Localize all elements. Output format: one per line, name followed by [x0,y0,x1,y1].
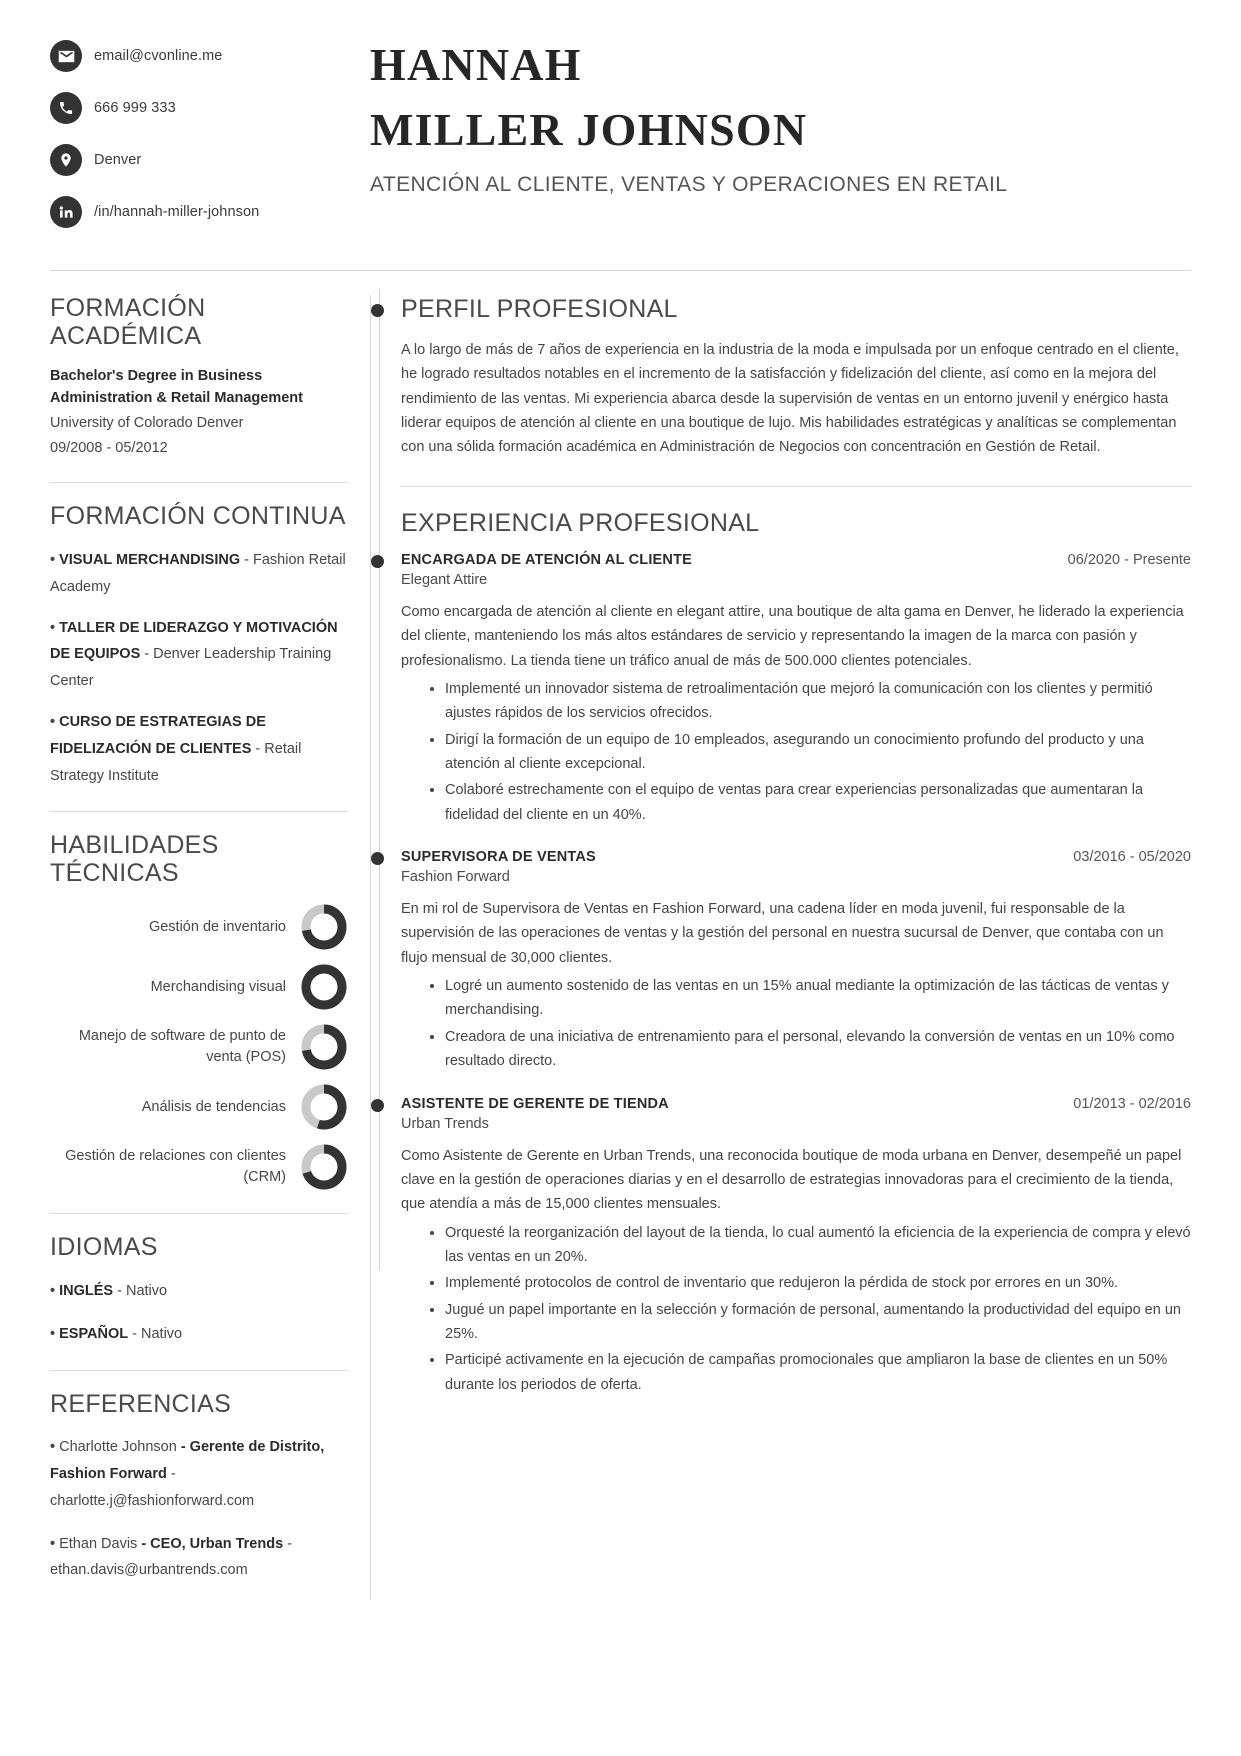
list-item [50,547,348,601]
bullet-dot: • [50,1439,60,1456]
experience-bullet: • Orquesté la reorganización del layout de la tienda, lo cual aumentó la eficiencia de la experiencia de compra y elevó las ventas en un 20%. [445,1221,1191,1270]
experience-role: SUPERVISORA DE VENTAS [401,849,596,866]
experience-role: ASISTENTE DE GERENTE DE TIENDA [401,1095,669,1112]
linkedin-icon [50,196,82,228]
list-item [50,1531,348,1585]
resume-header [0,0,1241,248]
skill-label: Gestión de inventario [148,918,286,935]
references-title: REFERENCIAS [50,1389,232,1418]
reference-email: - charlotte.j@fashionforward.com [50,1465,255,1509]
profile-text: A lo largo de más de 7 años de experiencia en la industria de la moda e impulsada por un enfoque centrado en el cliente, he logrado resultados notables en el incremento de la satisfacción y fidelización del cliente, así como en la mejora del rendimiento de las ventas. Mi experiencia abarca desde la supervisión de ventas en un entorno juvenil y enérgico hasta liderar equipos de atención al cliente en una boutique de lujo. Mis habilidades estratégicas y analíticas se complementan con una sólida formación académica en Administración de Negocios con concentración en Gestión de Retail. [401,342,1179,456]
education-school: University of Colorado Denver [50,414,244,431]
experience-role: ENCARGADA DE ATENCIÓN AL CLIENTE [401,551,693,568]
contact-item-location[interactable] [50,144,360,176]
skill-label: Análisis de tendencias [141,1098,286,1115]
profile-title [401,295,1191,324]
sidebar-divider-2 [50,811,348,812]
section-education [50,295,348,460]
last-name: MILLER JOHNSON [370,104,808,156]
contact-item-linkedin[interactable] [50,196,360,228]
skill-item [50,963,348,1011]
timeline-line [379,289,380,1270]
experience-company: Fashion Forward [401,869,510,886]
timeline-dot-icon [371,1099,384,1112]
skill-progress-ring [300,903,348,951]
skill-item [50,1023,348,1071]
reference-role: - CEO, Urban Trends [141,1535,284,1552]
experience-dates: 03/2016 - 05/2020 [1073,849,1191,866]
experience-bullet: • Jugué un papel importante en la selección y formación de personal, aumentando la productividad del equipo en un 25%. [445,1298,1191,1347]
headline-title: ATENCIÓN AL CLIENTE, VENTAS Y OPERACIONES EN RETAIL [370,172,1008,196]
profile-title-text: PERFIL PROFESIONAL [401,295,678,323]
skill-label: Gestión de relaciones con clientes (CRM) [65,1147,286,1186]
education-dates: 09/2008 - 05/2012 [50,439,168,456]
sidebar [50,271,370,1600]
contact-value-phone: 666 999 333 [94,100,176,116]
body-columns [0,271,1241,1600]
skill-label: Merchandising visual [150,978,286,995]
experience-bullet-list [401,677,1191,827]
list-item [50,615,348,695]
reference-name: Ethan Davis [59,1535,142,1552]
experience-list [401,552,1191,1397]
location-pin-icon [50,144,82,176]
first-name: HANNAH [370,39,582,90]
experience-bullet-list [401,974,1191,1073]
experience-dates: 01/2013 - 02/2016 [1073,1095,1191,1112]
skill-label: Manejo de software de punto de venta (POS) [78,1027,286,1066]
contact-value-linkedin: /in/hannah-miller-johnson [94,204,260,220]
experience-bullet: • Colaboré estrechamente con el equipo de ventas para crear experiencias personalizadas que aumentaran la fidelidad del cliente en un 40%. [445,778,1191,827]
bullet-dot: • [50,714,60,731]
language-name: INGLÉS [59,1282,114,1299]
course-name: VISUAL MERCHANDISING [59,551,241,568]
phone-icon [50,92,82,124]
contact-item-phone[interactable] [50,92,360,124]
experience-bullet-list [401,1221,1191,1398]
skill-item [50,1083,348,1131]
list-item [50,1278,348,1305]
skills-title: HABILIDADES TÉCNICAS [50,831,219,887]
experience-dates: 06/2020 - Presente [1067,551,1191,568]
skill-progress-ring [300,963,348,1011]
experience-title: EXPERIENCIA PROFESIONAL [401,508,760,537]
experience-bullet: • Dirigí la formación de un equipo de 10 empleados, asegurando un conocimiento profundo del producto y una atención al cliente excepcional. [445,728,1191,777]
experience-header [401,1096,1191,1112]
contact-item-email[interactable] [50,40,360,72]
list-item [50,709,348,789]
main-divider-1 [401,486,1191,487]
main-content [371,271,1191,1600]
course-name: TALLER DE LIDERAZGO Y MOTIVACIÓN DE EQUIPOS [50,619,338,663]
experience-header [401,849,1191,865]
skill-item [50,1143,348,1191]
skill-progress-ring [300,1023,348,1071]
sidebar-divider-3 [50,1213,348,1214]
experience-bullet: • Logré un aumento sostenido de las ventas en un 15% anual mediante la optimización de las tácticas de ventas y merchandising. [445,974,1191,1023]
envelope-icon [50,40,82,72]
section-continuing-education [50,503,348,789]
reference-name: Charlotte Johnson [59,1439,181,1456]
experience-bullet: • Participé activamente en la ejecución de campañas promocionales que ampliaron la base de clientes en un 50% durante los periodos de oferta. [445,1348,1191,1397]
education-title: FORMACIÓN ACADÉMICA [50,294,206,350]
timeline-dot-icon [371,555,384,568]
list-item [50,1434,348,1514]
skill-item [50,903,348,951]
skill-progress-ring [300,1083,348,1131]
section-languages [50,1234,348,1347]
bullet-dot: • [50,619,60,636]
reference-email: - ethan.davis@urbantrends.com [50,1535,292,1579]
contact-value-email: email@cvonline.me [94,48,223,64]
bullet-dot: • [50,551,60,568]
section-references [50,1391,348,1585]
sidebar-divider-1 [50,482,348,483]
section-skills [50,832,348,1191]
language-level: - Nativo [113,1282,168,1299]
experience-company: Urban Trends [401,1115,489,1132]
experience-bullet: • Implementé un innovador sistema de retroalimentación que mejoró la comunicación con los clientes y permitió ajustes rápidos de los servicios ofrecidos. [445,677,1191,726]
course-org: - Fashion Retail Academy [50,551,346,595]
experience-item [401,1096,1191,1398]
education-degree: Bachelor's Degree in Business Administration & Retail Management [50,368,303,406]
experience-description: Como encargada de atención al cliente en elegant attire, una boutique de alta gama en Denver, he liderado la experiencia del cliente, manteniendo los más altos estándares de servicio y representando la imagen de la marca con pasión y profesionalismo. La tienda tiene un tráfico anual de más de 500.000 clientes potenciales. [401,603,1184,669]
experience-header [401,552,1191,568]
course-org: - Denver Leadership Training Center [50,646,332,690]
name-block [360,28,1191,248]
sidebar-divider-4 [50,1370,348,1371]
continuing-title: FORMACIÓN CONTINUA [50,502,346,531]
languages-title: IDIOMAS [50,1233,158,1262]
skill-progress-ring [300,1143,348,1191]
language-name: ESPAÑOL [59,1325,129,1342]
bullet-dot: • [50,1325,60,1342]
experience-item [401,849,1191,1074]
experience-item [401,552,1191,827]
experience-company: Elegant Attire [401,571,488,588]
course-org: - Retail Strategy Institute [50,740,302,784]
experience-bullet: • Creadora de una iniciativa de entrenamiento para el personal, elevando la conversión de ventas en un 10% como resultado directo. [445,1025,1191,1074]
timeline-dot-icon [371,852,384,865]
experience-description: En mi rol de Supervisora de Ventas en Fashion Forward, una cadena líder en moda juvenil, fui responsable de la supervisión de las operaciones de ventas y la gestión del personal en nuestra sucursal de Denver, que contaba con un flujo mensual de 30,000 clientes. [401,901,1164,966]
section-profile [401,295,1191,460]
bullet-dot: • [50,1535,60,1552]
timeline-dot-icon [371,304,384,317]
experience-description: Como Asistente de Gerente en Urban Trends, una reconocida boutique de moda urbana en Denver, desempeñé un papel clave en la gestión de operaciones diarias y en el desarrollo de estrategias innovadoras para el crecimiento de la tienda, que atendía a más de 15,000 clientes mensuales. [401,1147,1182,1213]
skill-list [50,903,348,1191]
course-name: CURSO DE ESTRATEGIAS DE FIDELIZACIÓN DE CLIENTES [50,714,266,757]
list-item [50,1321,348,1348]
section-experience [401,509,1191,1397]
language-level: - Nativo [128,1325,183,1342]
contact-list [50,28,360,248]
experience-bullet: • Implementé protocolos de control de inventario que redujeron la pérdida de stock por errores en un 30%. [445,1271,1191,1295]
contact-value-location: Denver [94,152,142,168]
reference-role: - Gerente de Distrito, Fashion Forward [50,1439,325,1482]
bullet-dot: • [50,1282,60,1299]
